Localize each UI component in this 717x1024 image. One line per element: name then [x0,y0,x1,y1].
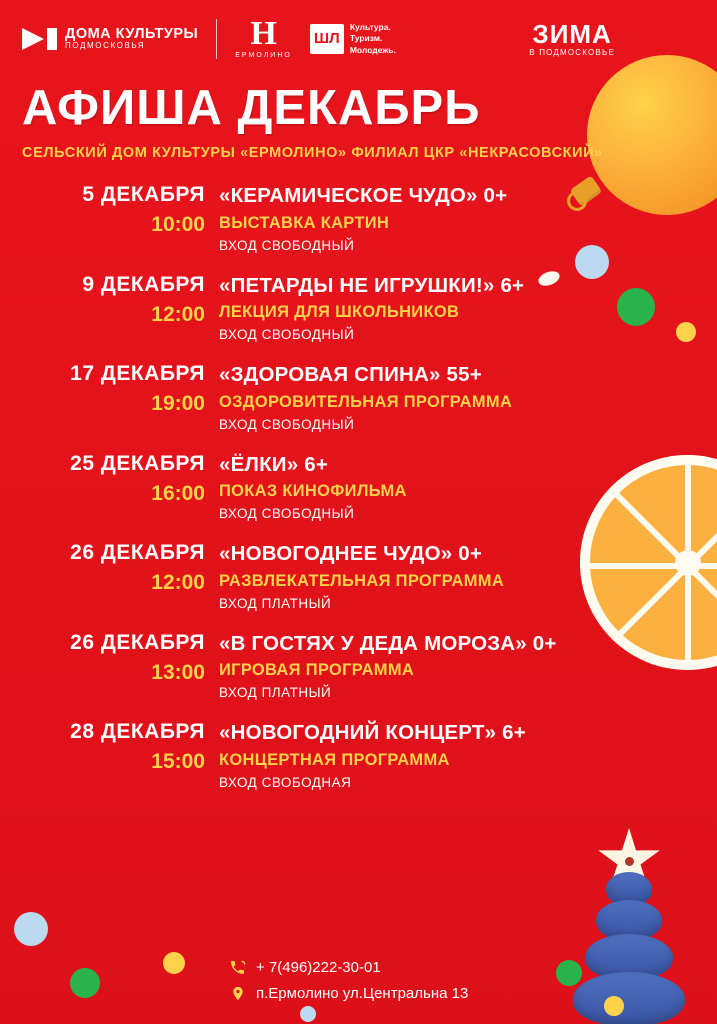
logo-zima-line1: ЗИМА [532,19,612,49]
logo-doma-kultury-line2: ПОДМОСКОВЬЯ [65,41,146,51]
header-logos [0,0,717,70]
event-date: 28 ДЕКАБРЯ [70,720,205,744]
event-kind: ИГРОВАЯ ПРОГРАММА [219,661,415,680]
event-datetime [20,541,219,594]
footer-contacts [0,958,717,1010]
event-datetime [20,720,219,773]
event-kind: ЛЕКЦИЯ ДЛЯ ШКОЛЬНИКОВ [219,303,460,322]
logo-kultura-turizm-molodezh [310,22,396,55]
ktm-line3: Молодежь. [349,44,396,55]
event-time: 16:00 [151,481,205,505]
event-item [20,452,697,522]
event-date: 25 ДЕКАБРЯ [70,451,205,475]
event-item [20,631,697,701]
event-name: «ЗДОРОВАЯ СПИНА» 55+ [219,363,482,387]
event-date: 26 ДЕКАБРЯ [70,630,205,654]
event-item [20,273,697,343]
event-item [20,183,697,253]
footer-phone-row[interactable] [228,958,717,977]
event-details [219,631,697,701]
phone-icon [228,958,247,977]
event-details [219,183,697,253]
event-item [20,362,697,432]
event-datetime [20,362,219,415]
event-date: 17 ДЕКАБРЯ [70,362,205,386]
event-datetime [20,452,219,505]
event-datetime [20,631,219,684]
event-name: «НОВОГОДНЕЕ ЧУДО» 0+ [219,542,483,566]
event-time: 19:00 [151,392,205,416]
event-entry: ВХОД СВОБОДНЫЙ [219,327,355,343]
event-datetime [20,183,219,236]
event-kind: ПОКАЗ КИНОФИЛЬМА [219,482,407,501]
footer-phone: + 7(496)222-30-01 [256,959,381,976]
event-kind: ОЗДОРОВИТЕЛЬНАЯ ПРОГРАММА [219,392,513,411]
confetti-dot [14,912,48,946]
footer-address: п.Ермолино ул.Центральна 13 [256,985,469,1002]
event-entry: ВХОД СВОБОДНЫЙ [219,506,355,522]
footer-address-row[interactable] [228,984,717,1003]
logo-doma-kultury [22,27,198,51]
logo-zima [529,21,695,57]
event-entry: ВХОД СВОБОДНЫЙ [219,237,355,253]
event-name: «В ГОСТЯХ У ДЕДА МОРОЗА» 0+ [219,631,557,655]
page-title: АФИША ДЕКАБРЬ [22,81,481,135]
event-time: 13:00 [151,660,205,684]
event-name: «КЕРАМИЧЕСКОЕ ЧУДО» 0+ [219,184,508,207]
event-name: «ЁЛКИ» 6+ [219,452,329,476]
event-time: 10:00 [151,213,205,237]
event-details [219,273,697,343]
event-time: 12:00 [151,571,205,595]
event-name: «ПЕТАРДЫ НЕ ИГРУШКИ!» 6+ [219,273,525,297]
event-time: 15:00 [151,750,205,774]
title-block [0,70,717,161]
event-details [219,452,697,522]
event-date: 5 ДЕКАБРЯ [82,183,205,206]
event-datetime [20,273,219,326]
event-date: 26 ДЕКАБРЯ [70,541,205,565]
event-kind: КОНЦЕРТНАЯ ПРОГРАММА [219,750,450,769]
event-details [219,541,697,611]
event-item [20,720,697,790]
logo-ermolino [235,15,292,59]
event-kind: РАЗВЛЕКАТЕЛЬНАЯ ПРОГРАММА [219,571,505,590]
logo-ermolino-mark: Н [250,15,277,53]
event-entry: ВХОД СВОБОДНАЯ [219,774,352,790]
logo-ermolino-sub: ЕРМОЛИНО [235,51,292,59]
event-time: 12:00 [151,302,205,326]
doma-kultury-mark-icon [22,28,57,50]
event-details [219,362,697,432]
ktm-line1: Культура. [349,22,391,33]
logo-doma-kultury-line1: ДОМА КУЛЬТУРЫ [65,26,199,43]
logo-divider [216,19,217,59]
logo-zima-line2: В ПОДМОСКОВЬЕ [529,48,615,57]
ktm-line2: Туризм. [349,33,383,44]
ktm-badge-icon: ШЛ [310,24,344,54]
event-date: 9 ДЕКАБРЯ [82,272,205,296]
page-subtitle: СЕЛЬСКИЙ ДОМ КУЛЬТУРЫ «ЕРМОЛИНО» ФИЛИАЛ ЦКР «НЕКРАСОВСКИЙ» [22,145,603,161]
location-pin-icon [228,984,247,1003]
event-entry: ВХОД ПЛАТНЫЙ [219,685,332,701]
event-name: «НОВОГОДНИЙ КОНЦЕРТ» 6+ [219,721,526,745]
event-kind: ВЫСТАВКА КАРТИН [219,213,390,232]
events-list [0,183,717,790]
event-entry: ВХОД ПЛАТНЫЙ [219,595,332,611]
event-details [219,720,697,790]
event-item [20,541,697,611]
event-entry: ВХОД СВОБОДНЫЙ [219,416,355,432]
